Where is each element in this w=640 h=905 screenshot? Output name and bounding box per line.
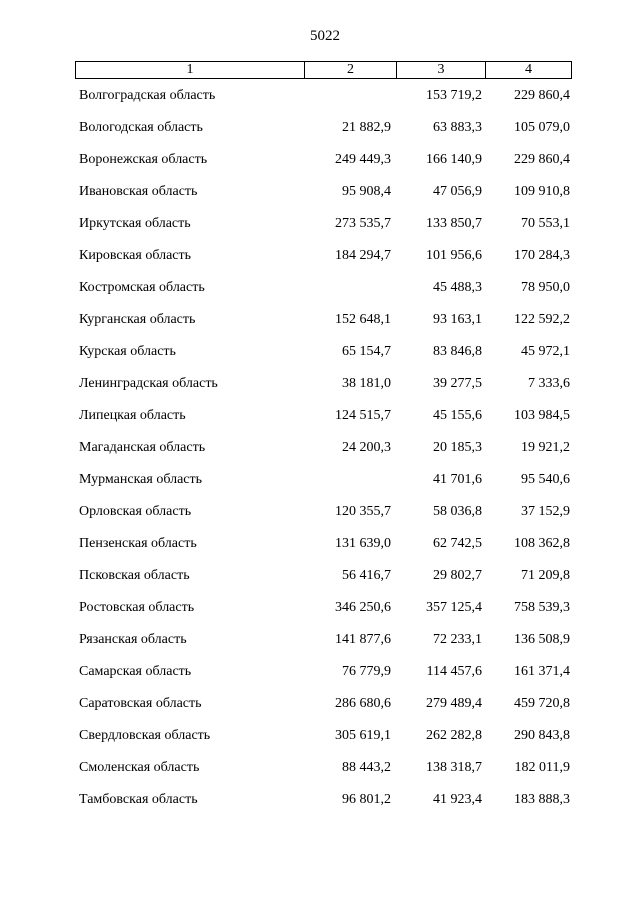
region-name: Липецкая область	[79, 408, 186, 423]
region-name: Пензенская область	[79, 536, 197, 551]
value-col-3: 166 140,9	[426, 152, 482, 167]
value-col-4: 45 972,1	[521, 344, 570, 359]
value-col-4: 71 209,8	[521, 568, 570, 583]
value-col-4: 182 011,9	[514, 760, 570, 775]
value-col-2: 152 648,1	[335, 312, 391, 327]
value-col-2: 305 619,1	[335, 728, 391, 743]
value-col-3: 20 185,3	[433, 440, 482, 455]
value-col-4: 37 152,9	[521, 504, 570, 519]
value-col-4: 122 592,2	[514, 312, 570, 327]
value-col-3: 47 056,9	[433, 184, 482, 199]
value-col-4: 78 950,0	[521, 280, 570, 295]
value-col-3: 83 846,8	[433, 344, 482, 359]
value-col-4: 459 720,8	[514, 696, 570, 711]
region-name: Свердловская область	[79, 728, 211, 743]
table-header	[75, 61, 572, 79]
region-name: Иркутская область	[79, 216, 191, 231]
value-col-3: 93 163,1	[433, 312, 482, 327]
region-name: Вологодская область	[79, 120, 203, 135]
region-name: Рязанская область	[79, 632, 187, 647]
table-row	[0, 501, 640, 533]
region-name: Мурманская область	[79, 472, 203, 487]
table-row	[0, 469, 640, 501]
table-row	[0, 245, 640, 277]
value-col-3: 58 036,8	[433, 504, 482, 519]
value-col-4: 70 553,1	[521, 216, 570, 231]
value-col-4: 136 508,9	[514, 632, 570, 647]
value-col-3: 101 956,6	[426, 248, 482, 263]
value-col-2: 24 200,3	[342, 440, 391, 455]
value-col-3: 133 850,7	[426, 216, 482, 231]
region-name: Ленинградская область	[79, 376, 218, 391]
table-row	[0, 85, 640, 117]
value-col-4: 758 539,3	[514, 600, 570, 615]
value-col-3: 114 457,6	[426, 664, 482, 679]
value-col-2: 65 154,7	[342, 344, 391, 359]
table-row	[0, 373, 640, 405]
value-col-3: 45 155,6	[433, 408, 482, 423]
table-row	[0, 597, 640, 629]
value-col-2: 249 449,3	[335, 152, 391, 167]
value-col-2: 76 779,9	[342, 664, 391, 679]
table-row	[0, 757, 640, 789]
value-col-2: 21 882,9	[342, 120, 391, 135]
value-col-2: 38 181,0	[342, 376, 391, 391]
region-name: Кировская область	[79, 248, 192, 263]
value-col-2: 95 908,4	[342, 184, 391, 199]
value-col-3: 41 923,4	[433, 792, 482, 807]
value-col-2: 120 355,7	[335, 504, 391, 519]
region-name: Ивановская область	[79, 184, 198, 199]
table-row	[0, 277, 640, 309]
value-col-4: 170 284,3	[514, 248, 570, 263]
table-row	[0, 789, 640, 821]
value-col-2: 96 801,2	[342, 792, 391, 807]
region-name: Тамбовская область	[79, 792, 198, 807]
region-name: Псковская область	[79, 568, 190, 583]
value-col-2: 184 294,7	[335, 248, 391, 263]
value-col-3: 45 488,3	[433, 280, 482, 295]
value-col-2: 56 416,7	[342, 568, 391, 583]
region-name: Орловская область	[79, 504, 192, 519]
value-col-2: 88 443,2	[342, 760, 391, 775]
table-row	[0, 181, 640, 213]
value-col-3: 62 742,5	[433, 536, 482, 551]
value-col-2: 124 515,7	[335, 408, 391, 423]
value-col-3: 63 883,3	[433, 120, 482, 135]
value-col-2: 131 639,0	[335, 536, 391, 551]
region-name: Волгоградская область	[79, 88, 216, 103]
region-name: Смоленская область	[79, 760, 200, 775]
value-col-4: 103 984,5	[514, 408, 570, 423]
table-row	[0, 533, 640, 565]
value-col-4: 108 362,8	[514, 536, 570, 551]
value-col-2: 286 680,6	[335, 696, 391, 711]
value-col-3: 153 719,2	[426, 88, 482, 103]
value-col-4: 290 843,8	[514, 728, 570, 743]
value-col-2: 273 535,7	[335, 216, 391, 231]
value-col-4: 229 860,4	[514, 88, 570, 103]
page-number: 5022	[310, 28, 340, 44]
value-col-4: 183 888,3	[514, 792, 570, 807]
table-row	[0, 437, 640, 469]
table-row	[0, 213, 640, 245]
value-col-4: 229 860,4	[514, 152, 570, 167]
value-col-3: 29 802,7	[433, 568, 482, 583]
value-col-3: 72 233,1	[433, 632, 482, 647]
region-name: Курская область	[79, 344, 176, 359]
value-col-2: 141 877,6	[335, 632, 391, 647]
header-col-3: 3	[397, 62, 486, 78]
table-row	[0, 405, 640, 437]
value-col-4: 95 540,6	[521, 472, 570, 487]
value-col-3: 357 125,4	[426, 600, 482, 615]
value-col-3: 41 701,6	[433, 472, 482, 487]
table-row	[0, 309, 640, 341]
region-name: Ростовская область	[79, 600, 195, 615]
header-col-1: 1	[76, 62, 305, 78]
region-name: Самарская область	[79, 664, 192, 679]
value-col-3: 279 489,4	[426, 696, 482, 711]
value-col-4: 109 910,8	[514, 184, 570, 199]
region-name: Магаданская область	[79, 440, 206, 455]
table-row	[0, 117, 640, 149]
table-row	[0, 693, 640, 725]
region-name: Воронежская область	[79, 152, 208, 167]
value-col-3: 39 277,5	[433, 376, 482, 391]
region-name: Костромская область	[79, 280, 205, 295]
value-col-4: 105 079,0	[514, 120, 570, 135]
table-row	[0, 565, 640, 597]
value-col-4: 161 371,4	[514, 664, 570, 679]
value-col-3: 262 282,8	[426, 728, 482, 743]
table-row	[0, 661, 640, 693]
table-body	[0, 85, 640, 821]
table-row	[0, 149, 640, 181]
value-col-2: 346 250,6	[335, 600, 391, 615]
value-col-3: 138 318,7	[426, 760, 482, 775]
value-col-4: 7 333,6	[528, 376, 570, 391]
header-col-2: 2	[305, 62, 397, 78]
region-name: Саратовская область	[79, 696, 202, 711]
value-col-4: 19 921,2	[521, 440, 570, 455]
table-row	[0, 725, 640, 757]
table-row	[0, 341, 640, 373]
header-col-4: 4	[525, 62, 532, 77]
region-name: Курганская область	[79, 312, 196, 327]
table-row	[0, 629, 640, 661]
